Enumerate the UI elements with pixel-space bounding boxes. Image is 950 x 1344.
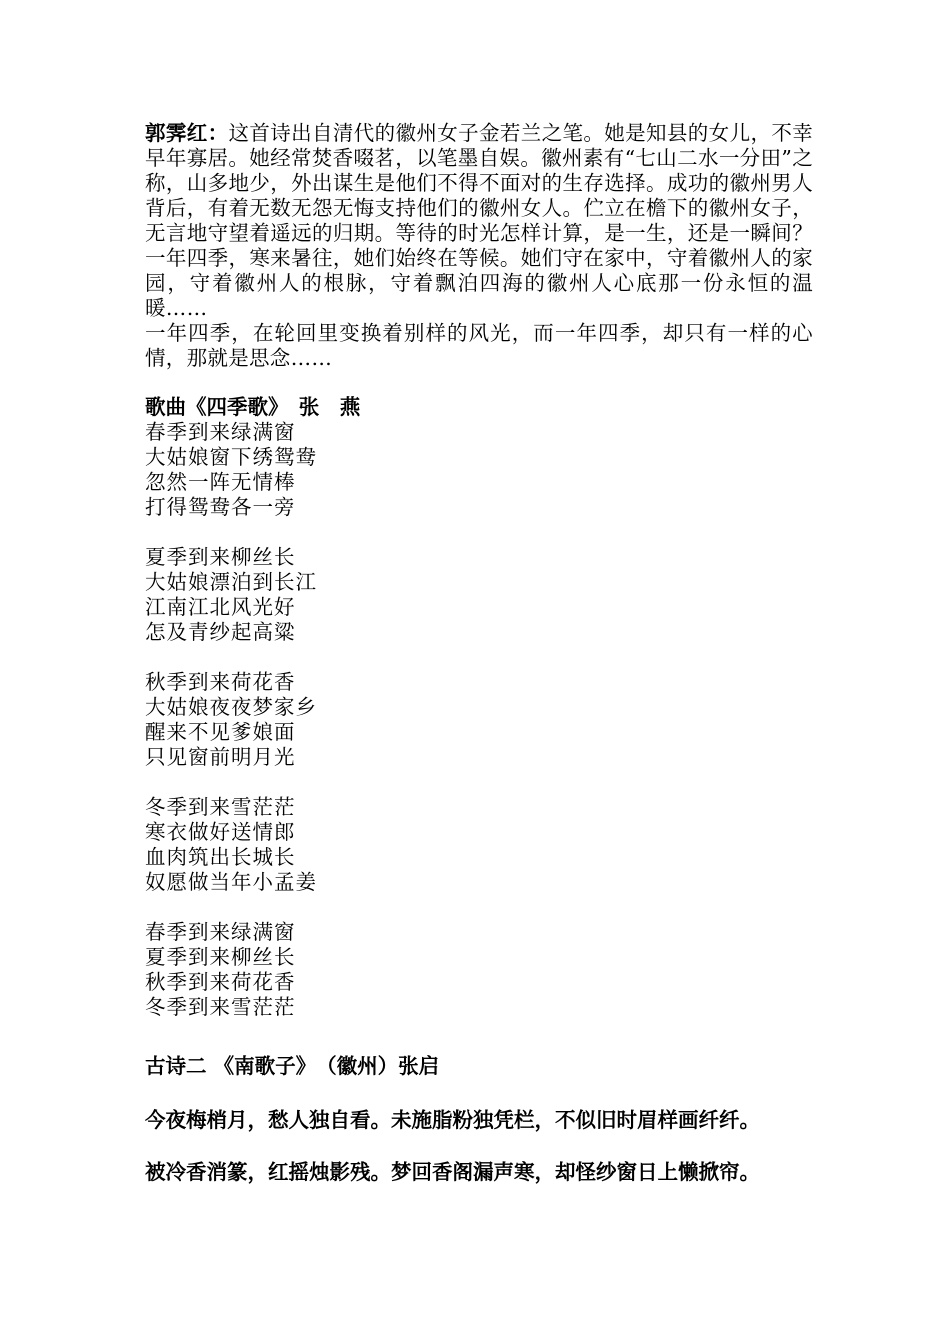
lyric-line: 只见窗前明月光 [145,745,296,769]
song-title: 歌曲《四季歌》 张 燕 [145,395,361,419]
lyric-line: 忽然一阵无情棒 [145,470,296,494]
lyric-line: 醒来不见爹娘面 [145,720,296,744]
lyric-line: 血肉筑出长城长 [145,845,296,869]
document-page [145,121,813,1185]
poem-title: 古诗二 《南歌子》 （徽州）张启 [145,1054,440,1078]
commentary-paragraph-2: 一年四季，在轮回里变换着别样的风光，而一年四季，却只有一样的心情，那就是思念…… [145,321,813,370]
lyric-line: 春季到来绿满窗 [145,920,296,944]
song-stanza [145,420,813,520]
lyric-line: 寒衣做好送情郎 [145,820,296,844]
commentary-speaker: 郭霁红： [145,121,229,145]
poem-line: 被冷香消篆，红摇烛影残。梦回香阁漏声寒，却怪纱窗日上懒掀帘。 [145,1160,760,1184]
lyric-line: 秋季到来荷花香 [145,670,296,694]
lyric-line: 秋季到来荷花香 [145,970,296,994]
song-stanza [145,545,813,645]
lyric-line: 大姑娘夜夜梦家乡 [145,695,317,719]
lyric-line: 打得鸳鸯各一旁 [145,495,296,519]
lyric-line: 夏季到来柳丝长 [145,545,296,569]
lyric-line: 奴愿做当年小孟姜 [145,870,317,894]
lyric-line: 冬季到来雪茫茫 [145,995,296,1019]
poem-line: 今夜梅梢月，愁人独自看。未施脂粉独凭栏，不似旧时眉样画纤纤。 [145,1108,760,1132]
commentary-paragraph [145,121,813,321]
lyric-line: 怎及青纱起高粱 [145,620,296,644]
lyric-line: 春季到来绿满窗 [145,420,296,444]
lyric-line: 夏季到来柳丝长 [145,945,296,969]
song-stanza [145,795,813,895]
song-stanza [145,920,813,1020]
song-stanza [145,670,813,770]
commentary-text: 这首诗出自清代的徽州女子金若兰之笔。她是知县的女儿，不幸早年寡居。她经常焚香啜茗，以笔墨自娱。徽州素有“七山二水一分田”之称，山多地少，外出谋生是他们不得不面对的生存选择。成功的徽州男人背后，有着无数无怨无悔支持他们的徽州女人。伫立在檐下的徽州女子，无言地守望着遥远的归期。等待的时光怎样计算，是一生，还是一瞬间？一年四季，寒来暑往，她们始终在等候。她们守在家中，守着徽州人的家园，守着徽州人的根脉，守着飘泊四海的徽州人心底那一份永恒的温暖…… [145,121,813,320]
lyric-line: 江南江北风光好 [145,595,296,619]
lyric-line: 大姑娘漂泊到长江 [145,570,317,594]
lyric-line: 冬季到来雪茫茫 [145,795,296,819]
lyric-line: 大姑娘窗下绣鸳鸯 [145,445,317,469]
